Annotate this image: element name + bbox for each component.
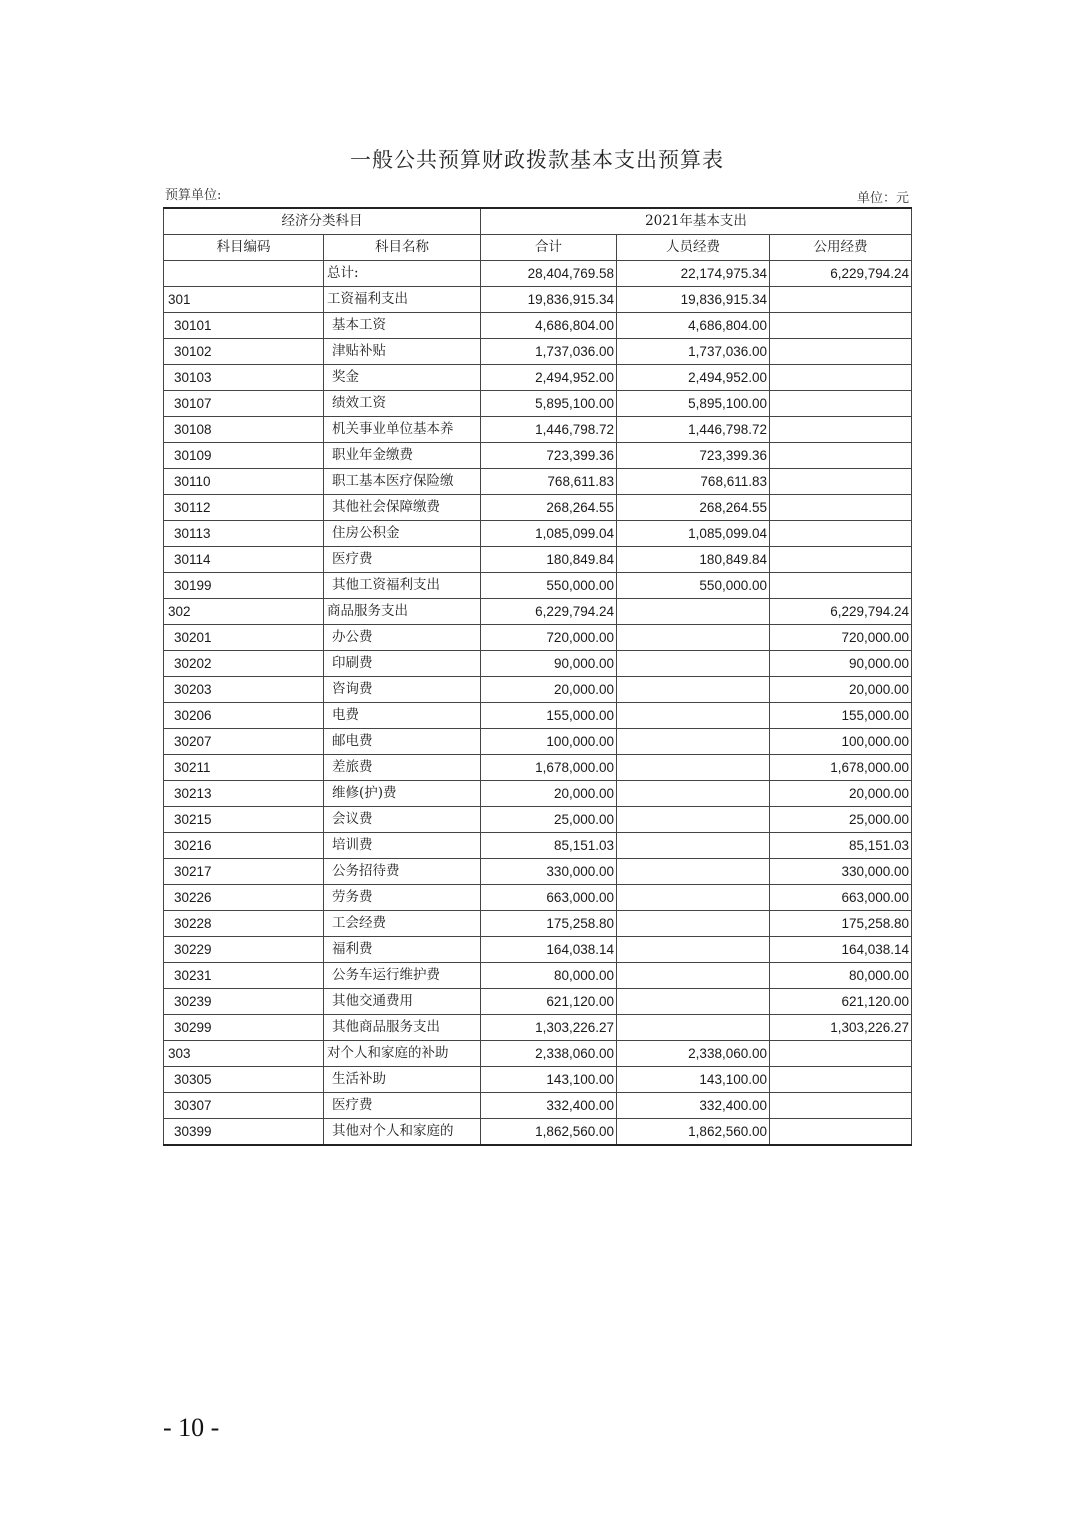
- cell-personnel: [617, 651, 770, 677]
- table-row: [164, 339, 912, 365]
- cell-total: 720,000.00: [481, 625, 617, 651]
- cell-name: 绩效工资: [324, 391, 481, 417]
- cell-personnel: 143,100.00: [617, 1067, 770, 1093]
- table-row: [164, 391, 912, 417]
- budget-table: [163, 207, 912, 1146]
- table-row: [164, 365, 912, 391]
- cell-name: 其他对个人和家庭的: [324, 1119, 481, 1146]
- cell-code: 301: [164, 287, 324, 313]
- cell-public: 175,258.80: [770, 911, 912, 937]
- cell-personnel: [617, 859, 770, 885]
- cell-code: 30114: [164, 547, 324, 573]
- table-row: [164, 755, 912, 781]
- cell-total: 1,678,000.00: [481, 755, 617, 781]
- cell-total: 20,000.00: [481, 677, 617, 703]
- cell-public: 1,678,000.00: [770, 755, 912, 781]
- cell-name: 生活补助: [324, 1067, 481, 1093]
- header-economic-classification: 经济分类科目: [164, 208, 481, 235]
- table-row: [164, 1119, 912, 1146]
- cell-code: 30113: [164, 521, 324, 547]
- table-row: [164, 1093, 912, 1119]
- cell-personnel: 1,737,036.00: [617, 339, 770, 365]
- budget-unit-label: 预算单位:: [165, 188, 222, 203]
- cell-code: 30228: [164, 911, 324, 937]
- cell-personnel: 1,862,560.00: [617, 1119, 770, 1146]
- cell-total: 1,085,099.04: [481, 521, 617, 547]
- cell-personnel: [617, 937, 770, 963]
- cell-name: 电费: [324, 703, 481, 729]
- table-row: [164, 625, 912, 651]
- cell-name: 机关事业单位基本养: [324, 417, 481, 443]
- cell-name: 商品服务支出: [324, 599, 481, 625]
- cell-name: 劳务费: [324, 885, 481, 911]
- table-row: [164, 547, 912, 573]
- table-row: [164, 651, 912, 677]
- cell-public: 6,229,794.24: [770, 261, 912, 287]
- table-row: [164, 1067, 912, 1093]
- cell-public: 25,000.00: [770, 807, 912, 833]
- cell-public: 330,000.00: [770, 859, 912, 885]
- cell-public: 720,000.00: [770, 625, 912, 651]
- cell-total: 1,862,560.00: [481, 1119, 617, 1146]
- cell-public: [770, 339, 912, 365]
- cell-personnel: [617, 755, 770, 781]
- table-row: [164, 937, 912, 963]
- table-row: [164, 573, 912, 599]
- cell-name: 职业年金缴费: [324, 443, 481, 469]
- cell-name: 咨询费: [324, 677, 481, 703]
- cell-code: 30107: [164, 391, 324, 417]
- cell-name: 公务招待费: [324, 859, 481, 885]
- cell-name: 基本工资: [324, 313, 481, 339]
- cell-name: 培训费: [324, 833, 481, 859]
- cell-personnel: 768,611.83: [617, 469, 770, 495]
- table-row: [164, 859, 912, 885]
- cell-name: 其他工资福利支出: [324, 573, 481, 599]
- cell-code: [164, 261, 324, 287]
- cell-public: [770, 365, 912, 391]
- cell-name: 奖金: [324, 365, 481, 391]
- table-row: [164, 989, 912, 1015]
- cell-total: 1,446,798.72: [481, 417, 617, 443]
- cell-code: 30299: [164, 1015, 324, 1041]
- cell-name: 其他社会保障缴费: [324, 495, 481, 521]
- cell-total: 25,000.00: [481, 807, 617, 833]
- cell-name: 公务车运行维护费: [324, 963, 481, 989]
- table-row: [164, 521, 912, 547]
- cell-name: 办公费: [324, 625, 481, 651]
- cell-name: 职工基本医疗保险缴: [324, 469, 481, 495]
- cell-code: 30103: [164, 365, 324, 391]
- table-row: [164, 807, 912, 833]
- page-number: - 10 -: [163, 1413, 220, 1442]
- cell-personnel: [617, 1015, 770, 1041]
- table-body: [164, 261, 912, 1146]
- cell-total: 180,849.84: [481, 547, 617, 573]
- table-row: [164, 963, 912, 989]
- table-row: [164, 833, 912, 859]
- column-header-code: 科目编码: [164, 235, 324, 261]
- cell-code: 30399: [164, 1119, 324, 1146]
- cell-name: 会议费: [324, 807, 481, 833]
- cell-total: 85,151.03: [481, 833, 617, 859]
- cell-total: 621,120.00: [481, 989, 617, 1015]
- table-row: [164, 417, 912, 443]
- table-row: [164, 261, 912, 287]
- cell-public: [770, 417, 912, 443]
- column-header-personnel: 人员经费: [617, 235, 770, 261]
- cell-personnel: [617, 833, 770, 859]
- cell-personnel: 1,085,099.04: [617, 521, 770, 547]
- cell-name: 邮电费: [324, 729, 481, 755]
- cell-personnel: [617, 911, 770, 937]
- currency-unit-label: 单位：元: [856, 191, 909, 206]
- cell-total: 90,000.00: [481, 651, 617, 677]
- cell-name: 津贴补贴: [324, 339, 481, 365]
- cell-public: [770, 1041, 912, 1067]
- cell-total: 19,836,915.34: [481, 287, 617, 313]
- cell-personnel: [617, 885, 770, 911]
- table-row: [164, 703, 912, 729]
- cell-personnel: 19,836,915.34: [617, 287, 770, 313]
- cell-public: 85,151.03: [770, 833, 912, 859]
- cell-code: 30213: [164, 781, 324, 807]
- cell-name: 对个人和家庭的补助: [324, 1041, 481, 1067]
- cell-name: 工资福利支出: [324, 287, 481, 313]
- cell-public: [770, 469, 912, 495]
- cell-personnel: 2,338,060.00: [617, 1041, 770, 1067]
- cell-personnel: [617, 989, 770, 1015]
- cell-code: 303: [164, 1041, 324, 1067]
- cell-personnel: [617, 781, 770, 807]
- header-basic-expenditure: 2021年基本支出: [481, 208, 912, 235]
- cell-public: 164,038.14: [770, 937, 912, 963]
- cell-total: 100,000.00: [481, 729, 617, 755]
- column-header-total: 合计: [481, 235, 617, 261]
- cell-public: [770, 1093, 912, 1119]
- cell-public: [770, 443, 912, 469]
- cell-code: 30307: [164, 1093, 324, 1119]
- cell-personnel: 332,400.00: [617, 1093, 770, 1119]
- cell-public: [770, 1119, 912, 1146]
- cell-total: 4,686,804.00: [481, 313, 617, 339]
- cell-code: 30206: [164, 703, 324, 729]
- cell-personnel: 550,000.00: [617, 573, 770, 599]
- cell-public: 663,000.00: [770, 885, 912, 911]
- cell-code: 30207: [164, 729, 324, 755]
- cell-name: 福利费: [324, 937, 481, 963]
- table-row: [164, 1041, 912, 1067]
- table-row: [164, 729, 912, 755]
- cell-total: 2,338,060.00: [481, 1041, 617, 1067]
- cell-personnel: 22,174,975.34: [617, 261, 770, 287]
- table-row: [164, 781, 912, 807]
- cell-code: 30110: [164, 469, 324, 495]
- cell-name: 维修(护)费: [324, 781, 481, 807]
- cell-personnel: 180,849.84: [617, 547, 770, 573]
- cell-total: 663,000.00: [481, 885, 617, 911]
- cell-name: 其他交通费用: [324, 989, 481, 1015]
- cell-code: 30112: [164, 495, 324, 521]
- cell-total: 175,258.80: [481, 911, 617, 937]
- cell-total: 20,000.00: [481, 781, 617, 807]
- cell-total: 550,000.00: [481, 573, 617, 599]
- cell-code: 30202: [164, 651, 324, 677]
- cell-public: [770, 287, 912, 313]
- cell-total: 768,611.83: [481, 469, 617, 495]
- table-row: [164, 469, 912, 495]
- cell-name: 印刷费: [324, 651, 481, 677]
- cell-personnel: [617, 599, 770, 625]
- cell-code: 30109: [164, 443, 324, 469]
- cell-total: 330,000.00: [481, 859, 617, 885]
- table-group-header-row: [164, 208, 912, 235]
- cell-code: 302: [164, 599, 324, 625]
- cell-personnel: [617, 625, 770, 651]
- cell-personnel: 1,446,798.72: [617, 417, 770, 443]
- document-title: 一般公共预算财政拨款基本支出预算表: [350, 148, 724, 172]
- cell-public: 100,000.00: [770, 729, 912, 755]
- cell-personnel: [617, 703, 770, 729]
- cell-name: 工会经费: [324, 911, 481, 937]
- cell-personnel: [617, 963, 770, 989]
- cell-total: 80,000.00: [481, 963, 617, 989]
- cell-public: 621,120.00: [770, 989, 912, 1015]
- cell-total: 164,038.14: [481, 937, 617, 963]
- cell-public: 155,000.00: [770, 703, 912, 729]
- table-row: [164, 885, 912, 911]
- table-row: [164, 1015, 912, 1041]
- cell-total: 143,100.00: [481, 1067, 617, 1093]
- cell-public: 6,229,794.24: [770, 599, 912, 625]
- cell-personnel: 5,895,100.00: [617, 391, 770, 417]
- cell-public: 20,000.00: [770, 781, 912, 807]
- cell-code: 30201: [164, 625, 324, 651]
- cell-personnel: 723,399.36: [617, 443, 770, 469]
- cell-code: 30231: [164, 963, 324, 989]
- cell-public: 80,000.00: [770, 963, 912, 989]
- cell-public: [770, 521, 912, 547]
- cell-code: 30211: [164, 755, 324, 781]
- cell-total: 1,737,036.00: [481, 339, 617, 365]
- cell-code: 30226: [164, 885, 324, 911]
- cell-code: 30229: [164, 937, 324, 963]
- cell-total: 723,399.36: [481, 443, 617, 469]
- table-row: [164, 911, 912, 937]
- cell-code: 30203: [164, 677, 324, 703]
- cell-code: 30239: [164, 989, 324, 1015]
- cell-name: 其他商品服务支出: [324, 1015, 481, 1041]
- table-row: [164, 495, 912, 521]
- table-column-header-row: [164, 235, 912, 261]
- cell-personnel: [617, 729, 770, 755]
- cell-code: 30102: [164, 339, 324, 365]
- cell-total: 1,303,226.27: [481, 1015, 617, 1041]
- table-row: [164, 677, 912, 703]
- cell-public: [770, 313, 912, 339]
- cell-code: 30305: [164, 1067, 324, 1093]
- cell-name: 差旅费: [324, 755, 481, 781]
- cell-public: [770, 573, 912, 599]
- cell-personnel: [617, 677, 770, 703]
- cell-personnel: 4,686,804.00: [617, 313, 770, 339]
- table-row: [164, 287, 912, 313]
- cell-name: 住房公积金: [324, 521, 481, 547]
- column-header-name: 科目名称: [324, 235, 481, 261]
- cell-personnel: 2,494,952.00: [617, 365, 770, 391]
- column-header-public: 公用经费: [770, 235, 912, 261]
- cell-public: [770, 547, 912, 573]
- cell-total: 28,404,769.58: [481, 261, 617, 287]
- cell-code: 30101: [164, 313, 324, 339]
- cell-public: [770, 391, 912, 417]
- cell-code: 30216: [164, 833, 324, 859]
- cell-public: [770, 495, 912, 521]
- table-row: [164, 443, 912, 469]
- cell-total: 332,400.00: [481, 1093, 617, 1119]
- cell-public: 20,000.00: [770, 677, 912, 703]
- cell-personnel: 268,264.55: [617, 495, 770, 521]
- cell-name: 医疗费: [324, 1093, 481, 1119]
- cell-code: 30215: [164, 807, 324, 833]
- table-row: [164, 313, 912, 339]
- cell-total: 268,264.55: [481, 495, 617, 521]
- cell-code: 30108: [164, 417, 324, 443]
- cell-public: 90,000.00: [770, 651, 912, 677]
- cell-total: 2,494,952.00: [481, 365, 617, 391]
- cell-personnel: [617, 807, 770, 833]
- cell-public: 1,303,226.27: [770, 1015, 912, 1041]
- cell-public: [770, 1067, 912, 1093]
- cell-name: 医疗费: [324, 547, 481, 573]
- cell-total: 6,229,794.24: [481, 599, 617, 625]
- table-row: [164, 599, 912, 625]
- cell-total: 155,000.00: [481, 703, 617, 729]
- cell-code: 30217: [164, 859, 324, 885]
- cell-total: 5,895,100.00: [481, 391, 617, 417]
- cell-name: 总计:: [324, 261, 481, 287]
- cell-code: 30199: [164, 573, 324, 599]
